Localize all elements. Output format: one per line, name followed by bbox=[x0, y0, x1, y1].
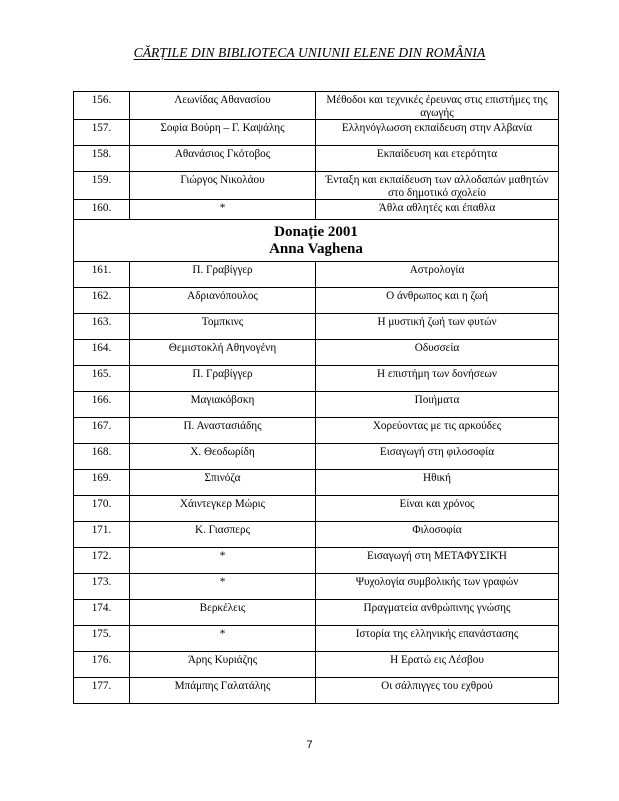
table-row bbox=[74, 444, 559, 470]
table-row bbox=[74, 678, 559, 704]
row-number: 165. bbox=[74, 366, 130, 392]
row-number: 167. bbox=[74, 418, 130, 444]
table-row bbox=[74, 470, 559, 496]
table-row bbox=[74, 522, 559, 548]
row-number: 159. bbox=[74, 172, 130, 200]
author-cell: Μαγιακόβσκη bbox=[130, 392, 316, 418]
row-number: 177. bbox=[74, 678, 130, 704]
row-number: 172. bbox=[74, 548, 130, 574]
title-cell: Πραγματεία ανθρώπινης γνώσης bbox=[316, 600, 559, 626]
title-cell: Είναι και χρόνος bbox=[316, 496, 559, 522]
table-row bbox=[74, 392, 559, 418]
row-number: 160. bbox=[74, 200, 130, 220]
title-cell: Ένταξη και εκπαίδευση των αλλοδαπών μαθητών στο δημοτικό σχολείο bbox=[316, 172, 559, 200]
row-number: 164. bbox=[74, 340, 130, 366]
row-number: 176. bbox=[74, 652, 130, 678]
title-cell: Αστρολογία bbox=[316, 262, 559, 288]
table-row bbox=[74, 600, 559, 626]
table-row bbox=[74, 574, 559, 600]
table-row bbox=[74, 366, 559, 392]
table-row bbox=[74, 652, 559, 678]
donor-name: Anna Vaghena bbox=[269, 241, 363, 258]
table-row bbox=[74, 146, 559, 172]
title-cell: Μέθοδοι και τεχνικές έρευνας στις επιστήμες της αγωγής bbox=[316, 92, 559, 120]
table-row bbox=[74, 92, 559, 120]
author-cell: Σοφία Βούρη – Γ. Καψάλης bbox=[130, 120, 316, 146]
table-row bbox=[74, 496, 559, 522]
author-cell: * bbox=[130, 200, 316, 220]
title-cell: Οι σάλπιγγες του εχθρού bbox=[316, 678, 559, 704]
author-cell: Χάιντεγκερ Μώρις bbox=[130, 496, 316, 522]
author-cell: Χ. Θεοδωρίδη bbox=[130, 444, 316, 470]
row-number: 171. bbox=[74, 522, 130, 548]
author-cell: * bbox=[130, 626, 316, 652]
author-cell: Θεμιστοκλή Αθηνογένη bbox=[130, 340, 316, 366]
table-row bbox=[74, 548, 559, 574]
row-number: 157. bbox=[74, 120, 130, 146]
title-cell: Ο άνθρωπος και η ζωή bbox=[316, 288, 559, 314]
section-header-row bbox=[74, 220, 559, 262]
title-cell: Εκπαίδευση και ετερότητα bbox=[316, 146, 559, 172]
row-number: 161. bbox=[74, 262, 130, 288]
table-row bbox=[74, 340, 559, 366]
author-cell: Άρης Κυριάζης bbox=[130, 652, 316, 678]
row-number: 170. bbox=[74, 496, 130, 522]
row-number: 162. bbox=[74, 288, 130, 314]
row-number: 156. bbox=[74, 92, 130, 120]
donation-title: Donație 2001 bbox=[274, 224, 358, 241]
author-cell: Κ. Γιασπερς bbox=[130, 522, 316, 548]
row-number: 166. bbox=[74, 392, 130, 418]
row-number: 173. bbox=[74, 574, 130, 600]
author-cell: Π. Γραβίγγερ bbox=[130, 366, 316, 392]
title-cell: Εισαγωγή στη ΜΕΤΑΦΥΣΙΚΉ bbox=[316, 548, 559, 574]
author-cell: Αδριανόπουλος bbox=[130, 288, 316, 314]
row-number: 174. bbox=[74, 600, 130, 626]
author-cell: Λεωνίδας Αθανασίου bbox=[130, 92, 316, 120]
table-row bbox=[74, 314, 559, 340]
title-cell: Η Ερατώ εις Λέσβου bbox=[316, 652, 559, 678]
row-number: 168. bbox=[74, 444, 130, 470]
title-cell: Ποιήματα bbox=[316, 392, 559, 418]
table-row bbox=[74, 288, 559, 314]
row-number: 158. bbox=[74, 146, 130, 172]
book-catalog-table bbox=[73, 91, 559, 704]
table-row bbox=[74, 200, 559, 220]
title-cell: Ελληνόγλωσση εκπαίδευση στην Αλβανία bbox=[316, 120, 559, 146]
title-cell: Η επιστήμη των δονήσεων bbox=[316, 366, 559, 392]
row-number: 163. bbox=[74, 314, 130, 340]
section-header bbox=[74, 220, 559, 262]
title-cell: Εισαγωγή στη φιλοσοφία bbox=[316, 444, 559, 470]
table-row bbox=[74, 172, 559, 200]
author-cell: * bbox=[130, 574, 316, 600]
author-cell: Βερκέλεις bbox=[130, 600, 316, 626]
row-number: 169. bbox=[74, 470, 130, 496]
page-header: CĂRȚILE DIN BIBLIOTECA UNIUNII ELENE DIN ROMÂNIA bbox=[133, 45, 486, 60]
title-cell: Χορεύοντας με τις αρκούδες bbox=[316, 418, 559, 444]
author-cell: Τομπκινς bbox=[130, 314, 316, 340]
author-cell: Γιώργος Νικολάου bbox=[130, 172, 316, 200]
author-cell: * bbox=[130, 548, 316, 574]
title-cell: Οδυσσεία bbox=[316, 340, 559, 366]
author-cell: Π. Γραβίγγερ bbox=[130, 262, 316, 288]
row-number: 175. bbox=[74, 626, 130, 652]
table-row bbox=[74, 418, 559, 444]
title-cell: Άθλα αθλητές και έπαθλα bbox=[316, 200, 559, 220]
title-cell: Ψυχολογία συμβολικής των γραφών bbox=[316, 574, 559, 600]
page-number: 7 bbox=[306, 739, 313, 751]
author-cell: Π. Αναστασιάδης bbox=[130, 418, 316, 444]
author-cell: Μπάμπης Γαλατάλης bbox=[130, 678, 316, 704]
title-cell: Ηθική bbox=[316, 470, 559, 496]
table-row bbox=[74, 626, 559, 652]
title-cell: Η μυστική ζωή των φυτών bbox=[316, 314, 559, 340]
table-row bbox=[74, 120, 559, 146]
table-row bbox=[74, 262, 559, 288]
author-cell: Αθανάσιος Γκότοβος bbox=[130, 146, 316, 172]
title-cell: Ιστορία της ελληνικής επανάστασης bbox=[316, 626, 559, 652]
title-cell: Φιλοσοφία bbox=[316, 522, 559, 548]
author-cell: Σπινόζα bbox=[130, 470, 316, 496]
